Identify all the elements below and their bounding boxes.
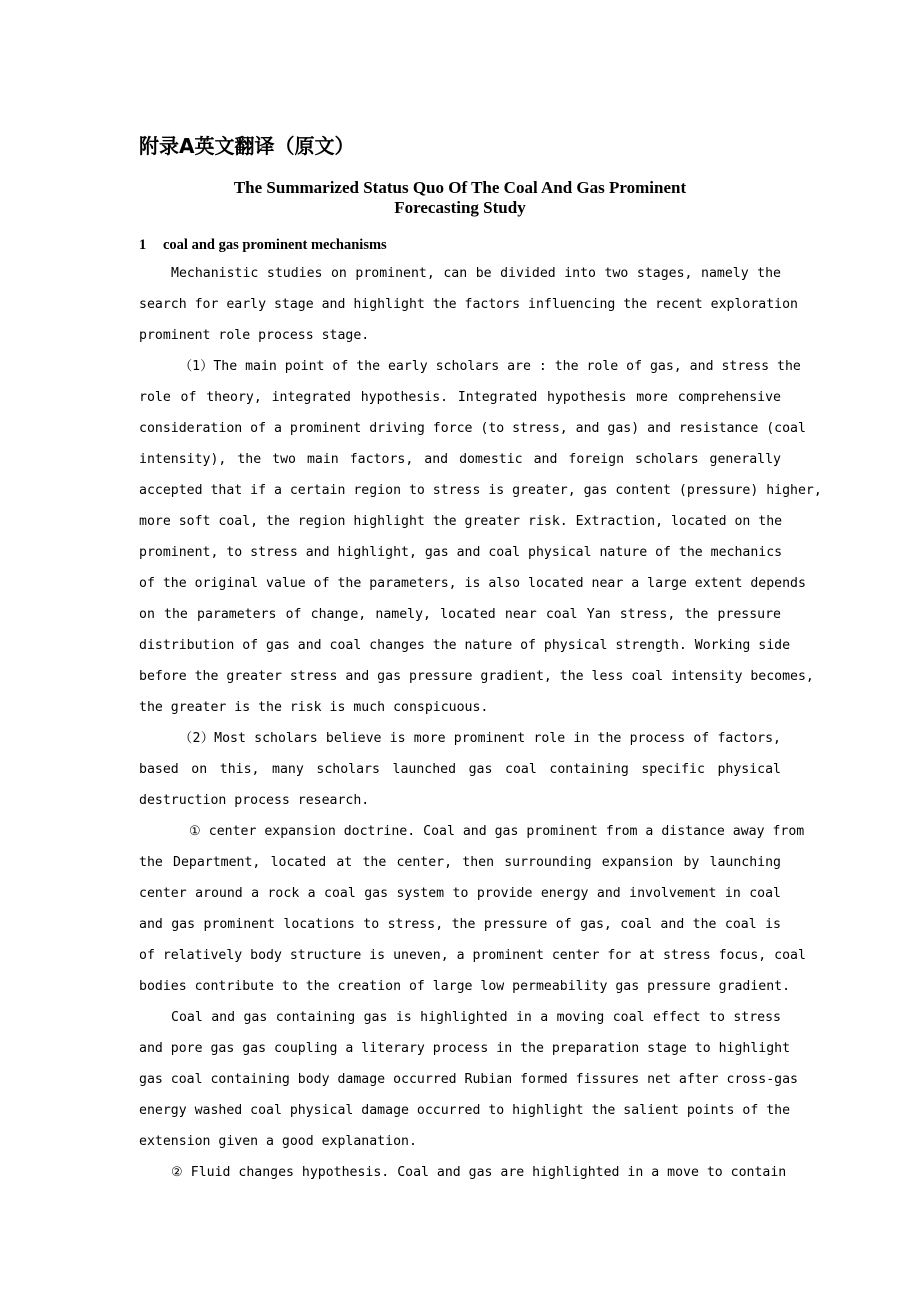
text-line: prominent, to stress and highlight, gas and coal physical nature of the mechanics bbox=[139, 545, 783, 560]
text-line: Coal and gas containing gas is highlighted in a moving coal effect to stress bbox=[171, 1010, 781, 1025]
appendix-heading: 附录A英文翻译（原文） bbox=[139, 134, 355, 158]
text-line: role of theory, integrated hypothesis. Integrated hypothesis more comprehensive bbox=[139, 390, 781, 405]
text-line: search for early stage and highlight the factors influencing the recent exploration bbox=[139, 297, 798, 312]
text-line: bodies contribute to the creation of large low permeability gas pressure gradient. bbox=[139, 979, 791, 994]
text-line: based on this, many scholars launched gas coal containing specific physical bbox=[139, 762, 781, 777]
text-line: gas coal containing body damage occurred Rubian formed fissures net after cross-gas bbox=[139, 1072, 798, 1087]
text-line: more soft coal, the region highlight the greater risk. Extraction, located on the bbox=[139, 514, 783, 529]
document-title-line-2: Forecasting Study bbox=[394, 198, 526, 217]
text-line: on the parameters of change, namely, located near coal Yan stress, the pressure bbox=[139, 607, 781, 622]
text-line: of relatively body structure is uneven, a prominent center for at stress focus, coal bbox=[139, 948, 806, 963]
text-line: accepted that if a certain region to stress is greater, gas content (pressure) higher, bbox=[139, 483, 822, 498]
text-line: energy washed coal physical damage occurred to highlight the salient points of the bbox=[139, 1103, 791, 1118]
text-line: center around a rock a coal gas system to provide energy and involvement in coal bbox=[139, 886, 781, 901]
section-heading bbox=[139, 235, 387, 255]
section-number: 1 bbox=[139, 237, 147, 253]
text-line: and gas prominent locations to stress, the pressure of gas, coal and the coal is bbox=[139, 917, 781, 932]
text-line: consideration of a prominent driving force (to stress, and gas) and resistance (coal bbox=[139, 421, 806, 436]
text-line: intensity), the two main factors, and domestic and foreign scholars generally bbox=[139, 452, 781, 467]
text-line: the greater is the risk is much conspicuous. bbox=[139, 700, 489, 715]
text-line: ① center expansion doctrine. Coal and gas prominent from a distance away from bbox=[189, 824, 805, 839]
text-line: of the original value of the parameters, is also located near a large extent depends bbox=[139, 576, 806, 591]
document-title bbox=[139, 178, 781, 218]
text-line: （2）Most scholars believe is more prominent role in the process of factors, bbox=[179, 731, 781, 746]
text-line: and pore gas gas coupling a literary process in the preparation stage to highlight bbox=[139, 1041, 791, 1056]
text-line: Mechanistic studies on prominent, can be divided into two stages, namely the bbox=[171, 266, 781, 281]
text-line: destruction process research. bbox=[139, 793, 370, 808]
text-line: the Department, located at the center, then surrounding expansion by launching bbox=[139, 855, 781, 870]
text-line: before the greater stress and gas pressure gradient, the less coal intensity becomes, bbox=[139, 669, 814, 684]
text-line: （1）The main point of the early scholars are : the role of gas, and stress the bbox=[179, 359, 801, 374]
body-text bbox=[139, 258, 839, 1188]
text-line: distribution of gas and coal changes the nature of physical strength. Working side bbox=[139, 638, 791, 653]
text-line: ② Fluid changes hypothesis. Coal and gas are highlighted in a move to contain bbox=[171, 1165, 787, 1180]
document-title-line-1: The Summarized Status Quo Of The Coal And Gas Prominent bbox=[233, 178, 687, 197]
text-line: extension given a good explanation. bbox=[139, 1134, 417, 1149]
section-title: coal and gas prominent mechanisms bbox=[163, 237, 387, 253]
text-line: prominent role process stage. bbox=[139, 328, 370, 343]
